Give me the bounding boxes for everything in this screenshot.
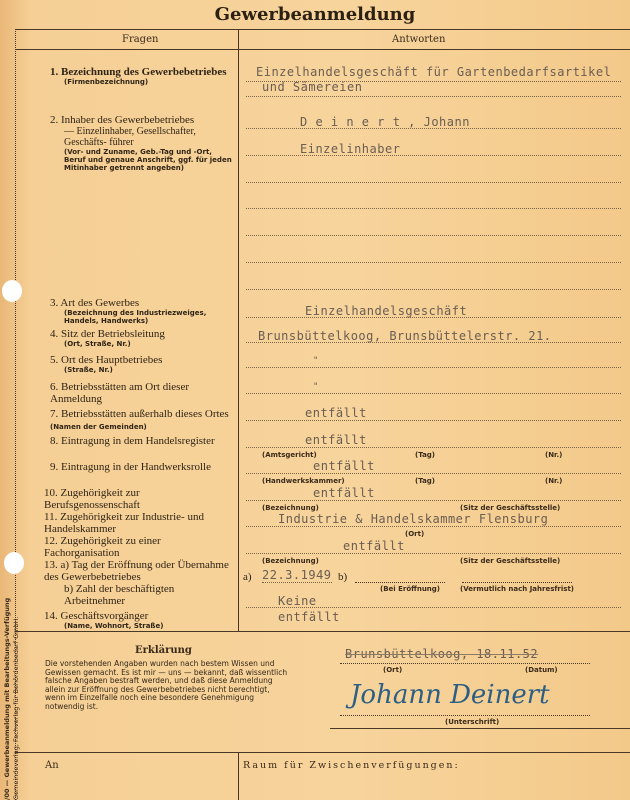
punch-hole: [2, 280, 22, 302]
header-questions: Fragen: [122, 34, 159, 45]
question-12: 12. Zugehörigkeit zu einer Fachorganisation: [44, 535, 161, 559]
label-sitz: (Sitz der Geschäftsstelle): [460, 504, 561, 512]
an-label: An: [45, 760, 59, 771]
answer-6: ": [313, 382, 319, 392]
label-tag: (Tag): [415, 477, 436, 485]
label-bei-eroeffnung: (Bei Eröffnung): [380, 585, 440, 593]
answer-4: Brunsbüttelkoog, Brunsbüttelerstr. 21.: [258, 329, 552, 343]
question-9: 9. Eintragung in der Handwerksrolle: [50, 461, 211, 473]
header-answers: Antworten: [392, 34, 446, 45]
declaration-top-rule: [15, 631, 630, 632]
signature: Johann Deinert: [350, 680, 550, 710]
question-11: 11. Zugehörigkeit zur Industrie- und Handelskammer: [44, 511, 204, 535]
answer-12: entfällt: [343, 539, 405, 553]
answer-13a: 22.3.1949: [262, 568, 332, 582]
answer-10: entfällt: [313, 486, 375, 500]
question-7: 7. Betriebsstätten außerhalb dieses Ortes (Namen der Gemeinden): [50, 408, 229, 431]
footer-top-rule: [15, 752, 630, 753]
place-date: Brunsbüttelkoog, 18.11.52: [345, 647, 539, 661]
answer-1-line2: und Sämereien: [262, 80, 363, 94]
answer-9: entfällt: [313, 459, 375, 473]
answer-14-line1: Keine: [278, 594, 317, 608]
label-tag: (Tag): [415, 451, 436, 459]
answer-3: Einzelhandelsgeschäft: [305, 304, 468, 318]
label-ort: (Ort): [405, 530, 425, 538]
header-top-rule: [15, 29, 630, 30]
label-bezeichnung: (Bezeichnung): [262, 504, 319, 512]
question-3: 3. Art des Gewerbes (Bezeichnung des Industriezweiges, Handels, Handwerks): [50, 297, 207, 325]
label-handwerkskammer: (Handwerkskammer): [262, 477, 345, 485]
label-ort: (Ort): [383, 666, 403, 674]
column-divider: [238, 29, 239, 631]
declaration-text: Die vorstehenden Angaben wurden nach bestem Wissen und Gewissen gemacht. Es ist mir — uns — bekannt, daß wissentlich falsche Angaben bestraft werden, und daß diese Anmeldung allein zur Eröffnung des Gewerbebetriebes nicht berechtigt, wenn im Einzelfalle noch eine besondere Genehmigung notwendig ist.: [45, 659, 288, 711]
footer-divider: [238, 752, 239, 800]
answer-8: entfällt: [305, 433, 367, 447]
answer-1-line1: Einzelhandelsgeschäft für Gartenbedarfsartikel: [256, 65, 612, 79]
answer-11: Industrie & Handelskammer Flensburg: [278, 512, 549, 526]
answer-13b-prefix: b): [338, 571, 348, 583]
label-unterschrift: (Unterschrift): [445, 718, 500, 726]
question-10: 10. Zugehörigkeit zur Berufsgenossenschaft: [44, 487, 140, 511]
question-1: 1. Bezeichnung des Gewerbebetriebes (Firmenbezeichnung): [50, 66, 227, 86]
label-nr: (Nr.): [545, 451, 563, 459]
punch-hole: [4, 552, 24, 574]
declaration-title: Erklärung: [135, 645, 192, 656]
header-bottom-rule: [15, 49, 630, 50]
label-datum: (Datum): [525, 666, 558, 674]
label-nr: (Nr.): [545, 477, 563, 485]
question-8: 8. Eintragung in dem Handelsregister: [50, 435, 215, 447]
label-bezeichnung: (Bezeichnung): [262, 557, 319, 565]
label-amtsgericht: (Amtsgericht): [262, 451, 317, 459]
question-14: 14. Geschäftsvorgänger (Name, Wohnort, Straße): [44, 610, 164, 630]
question-2: 2. Inhaber des Gewerbebetriebes — Einzelinhaber, Gesellschafter, Geschäfts- führer (Vor- und Zuname, Geb.-Tag und -Ort, Beruf und genaue Anschrift, ggf. für jeden Mitinhaber getrennt angeben): [50, 114, 232, 172]
signature-rule: [330, 728, 630, 729]
answer-13a-prefix: a): [243, 571, 252, 583]
question-6: 6. Betriebsstätten am Ort dieser Anmeldung: [50, 381, 189, 405]
question-5: 5. Ort des Hauptbetriebes (Straße, Nr.): [50, 354, 163, 374]
answer-5: ": [313, 356, 319, 366]
answer-7: entfällt: [305, 406, 367, 420]
page-title: Gewerbeanmeldung: [214, 4, 416, 25]
publisher-imprint: /00 — Gewerbeanmeldung mit Bearbeitungs-Verfügung Gemeindeverlag, Fachverlag für Behördenbedarf GmbH.: [3, 597, 20, 800]
answer-2-role: Einzelinhaber: [300, 142, 401, 156]
label-sitz: (Sitz der Geschäftsstelle): [460, 557, 561, 565]
question-4: 4. Sitz der Betriebsleitung (Ort, Straße, Nr.): [50, 328, 165, 348]
zwischenverfuegungen-label: Raum für Zwischenverfügungen:: [243, 760, 460, 771]
answer-14-line2: entfällt: [278, 610, 340, 624]
label-jahresfrist: (Vermutlich nach Jahresfrist): [460, 585, 574, 593]
question-13: 13. a) Tag der Eröffnung oder Übernahme des Gewerbebetriebes b) Zahl der beschäftigten Arbeitnehmer: [44, 559, 229, 607]
answer-2-name: D e i n e r t , Johann: [300, 115, 470, 129]
